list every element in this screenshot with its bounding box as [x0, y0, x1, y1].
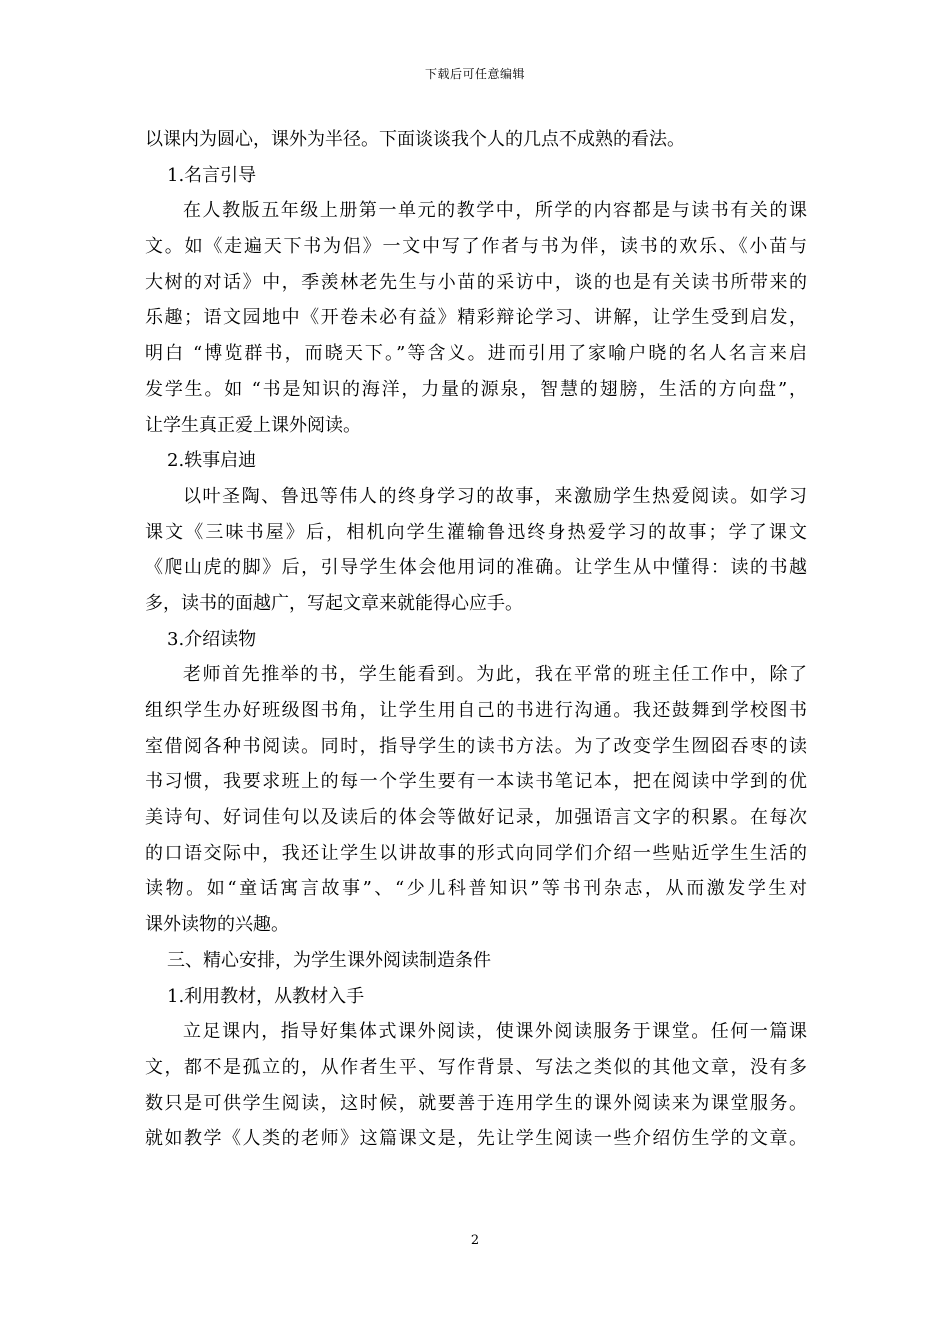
- text-line: 三、精心安排，为学生课外阅读制造条件: [167, 949, 491, 971]
- text-line: 在人教版五年级上册第一单元的教学中，所学的内容都是与读书有关的课: [183, 200, 807, 222]
- text-line: 1.利用教材，从教材入手: [167, 985, 365, 1007]
- text-line: 2.轶事启迪: [167, 450, 257, 472]
- text-line: 明白 “博览群书，而晓天下。”等含义。进而引用了家喻户晓的名人名言来启: [145, 343, 807, 365]
- text-line: 美诗句、好词佳句以及读后的体会等做好记录，加强语言文字的积累。在每次: [145, 807, 807, 829]
- text-line: 文，都不是孤立的，从作者生平、写作背景、写法之类似的其他文章，没有多: [145, 1056, 807, 1078]
- text-line: 老师首先推举的书，学生能看到。为此，我在平常的班主任工作中，除了: [183, 664, 807, 686]
- text-line: 的口语交际中，我还让学生以讲故事的形式向同学们介绍一些贴近学生生活的: [145, 842, 807, 864]
- text-line: 以课内为圆心，课外为半径。下面谈谈我个人的几点不成熟的看法。: [145, 129, 685, 150]
- text-line: 读物。如“童话寓言故事”、“少儿科普知识”等书刊杂志，从而激发学生对: [145, 878, 807, 900]
- text-line: 书习惯，我要求班上的每一个学生要有一本读书笔记本，把在阅读中学到的优: [145, 771, 807, 793]
- text-line: 发学生。如 “书是知识的海洋，力量的源泉，智慧的翅膀，生活的方向盘”，: [145, 378, 807, 400]
- text-line: 课外读物的兴趣。: [145, 914, 289, 936]
- text-line: 课文《三味书屋》后，相机向学生灌输鲁迅终身热爱学习的故事；学了课文: [145, 521, 807, 543]
- text-line: 文。如《走遍天下书为侣》一文中写了作者与书为伴，读书的欢乐、《小苗与: [145, 236, 807, 258]
- text-line: 立足课内，指导好集体式课外阅读，使课外阅读服务于课堂。任何一篇课: [183, 1021, 807, 1043]
- text-line: 大树的对话》中，季羡林老先生与小苗的采访中，谈的也是有关读书所带来的: [145, 271, 807, 293]
- document-body: [145, 122, 807, 1157]
- text-line: 多，读书的面越广，写起文章来就能得心应手。: [145, 592, 523, 614]
- text-line: 让学生真正爱上课外阅读。: [145, 414, 361, 436]
- text-line: 《爬山虎的脚》后，引导学生体会他用词的准确。让学生从中懂得：读的书越: [145, 557, 807, 579]
- text-line: 乐趣；语文园地中《开卷未必有益》精彩辩论学习、讲解，让学生受到启发，: [145, 307, 807, 329]
- text-line: 以叶圣陶、鲁迅等伟人的终身学习的故事，来激励学生热爱阅读。如学习: [183, 485, 807, 507]
- text-line: 室借阅各种书阅读。同时，指导学生的读书方法。为了改变学生囫囵吞枣的读: [145, 735, 807, 757]
- text-line: 数只是可供学生阅读，这时候，就要善于连用学生的课外阅读来为课堂服务。: [145, 1092, 807, 1114]
- page-header: 下载后可任意编辑: [424, 67, 525, 81]
- text-line: 就如教学《人类的老师》这篇课文是，先让学生阅读一些介绍仿生学的文章。: [145, 1128, 807, 1150]
- page-number: 2: [470, 1233, 480, 1248]
- text-line: 3.介绍读物: [167, 628, 257, 650]
- text-line: 1.名言引导: [167, 164, 257, 186]
- text-line: 组织学生办好班级图书角，让学生用自己的书进行沟通。我还鼓舞到学校图书: [145, 700, 807, 721]
